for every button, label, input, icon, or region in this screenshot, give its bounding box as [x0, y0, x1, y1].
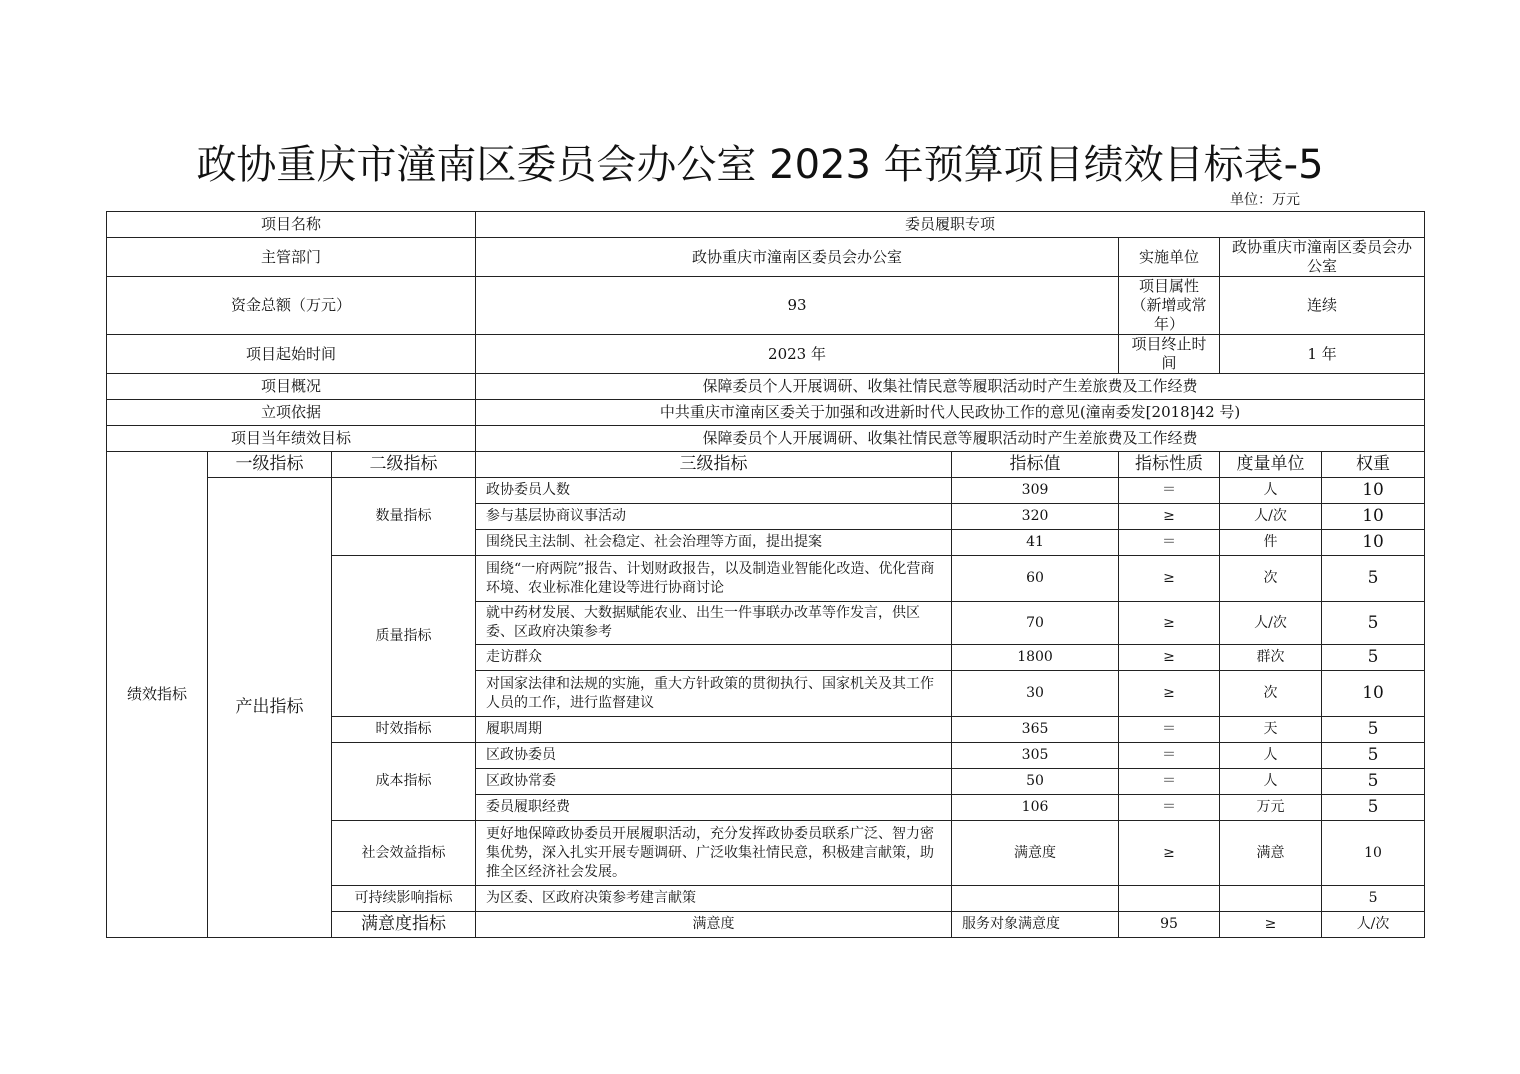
nature-cell: ≥ — [1119, 671, 1220, 717]
row-goal — [107, 426, 1425, 452]
level2-quantity: 数量指标 — [332, 478, 476, 556]
header-nature: 指标性质 — [1119, 452, 1220, 478]
value-cell: 305 — [952, 743, 1119, 769]
level3-cell: 更好地保障政协委员开展履职活动，充分发挥政协委员联系广泛、智力密集优势，深入扎实开展专题调研、广泛收集社情民意，积极建言献策，助推全区经济社会发展。 — [476, 821, 952, 886]
level3-cell: 为区委、区政府决策参考建言献策 — [476, 886, 952, 912]
header-level1: 一级指标 — [208, 452, 332, 478]
start-label: 项目起始时间 — [107, 335, 476, 374]
page-title: 政协重庆市潼南区委员会办公室 2023 年预算项目绩效目标表-5 — [196, 142, 1324, 188]
level3-cell: 围绕民主法制、社会稳定、社会治理等方面，提出提案 — [476, 530, 952, 556]
level3-cell: 走访群众 — [476, 645, 952, 671]
unit-cell: 人/次 — [1220, 602, 1322, 645]
project-name-label: 项目名称 — [107, 212, 476, 238]
level3-cell: 政协委员人数 — [476, 478, 952, 504]
unit-cell — [1220, 886, 1322, 912]
header-level2: 二级指标 — [332, 452, 476, 478]
value-cell: 60 — [952, 556, 1119, 602]
nature-cell — [1119, 886, 1220, 912]
goal-label: 项目当年绩效目标 — [107, 426, 476, 452]
fund-value: 93 — [476, 277, 1119, 335]
overview-label: 项目概况 — [107, 374, 476, 400]
attr-value: 连续 — [1220, 277, 1425, 335]
weight-cell: 10 — [1322, 671, 1425, 717]
level3-cell: 就中药材发展、大数据赋能农业、出生一件事联办改革等作发言，供区委、区政府决策参考 — [476, 602, 952, 645]
level2-social: 社会效益指标 — [332, 821, 476, 886]
level2-sustain: 可持续影响指标 — [332, 886, 476, 912]
fund-label: 资金总额（万元） — [107, 277, 476, 335]
level3-cell: 区政协常委 — [476, 769, 952, 795]
row-fund — [107, 277, 1425, 335]
weight-cell: 10 — [1322, 530, 1425, 556]
level3-cell: 委员履职经费 — [476, 795, 952, 821]
unit-cell: 件 — [1220, 530, 1322, 556]
dept-value: 政协重庆市潼南区委员会办公室 — [476, 238, 1119, 277]
basis-label: 立项依据 — [107, 400, 476, 426]
level1-output: 产出指标 — [208, 478, 332, 938]
value-cell: 309 — [952, 478, 1119, 504]
value-cell: 41 — [952, 530, 1119, 556]
level3-cell: 围绕“一府两院”报告、计划财政报告，以及制造业智能化改造、优化营商环境、农业标准化建设等进行协商讨论 — [476, 556, 952, 602]
row-project-name — [107, 212, 1425, 238]
value-cell: 满意度 — [952, 821, 1119, 886]
value-cell: 95 — [1119, 912, 1220, 938]
unit-cell: 满意 — [1220, 821, 1322, 886]
row-overview — [107, 374, 1425, 400]
weight-cell: 10 — [1322, 478, 1425, 504]
header-level3: 三级指标 — [476, 452, 952, 478]
value-cell: 30 — [952, 671, 1119, 717]
basis-value: 中共重庆市潼南区委关于加强和改进新时代人民政协工作的意见(潼南委发[2018]42 号) — [476, 400, 1425, 426]
end-value: 1 年 — [1220, 335, 1425, 374]
project-name-value: 委员履职专项 — [476, 212, 1425, 238]
level3-cell: 参与基层协商议事活动 — [476, 504, 952, 530]
unit-cell: 人 — [1220, 478, 1322, 504]
impl-value: 政协重庆市潼南区委员会办公室 — [1220, 238, 1425, 277]
unit-cell: 人 — [1220, 743, 1322, 769]
level3-cell: 对国家法律和法规的实施，重大方针政策的贯彻执行、国家机关及其工作人员的工作，进行监督建议 — [476, 671, 952, 717]
unit-cell: 人/次 — [1322, 912, 1425, 938]
row-department — [107, 238, 1425, 277]
unit-cell: 人 — [1220, 769, 1322, 795]
unit-cell: 万元 — [1220, 795, 1322, 821]
unit-cell: 次 — [1220, 556, 1322, 602]
nature-cell: ＝ — [1119, 743, 1220, 769]
goal-value: 保障委员个人开展调研、收集社情民意等履职活动时产生差旅费及工作经费 — [476, 426, 1425, 452]
impl-label: 实施单位 — [1119, 238, 1220, 277]
weight-cell: 10 — [1322, 821, 1425, 886]
nature-cell: ≥ — [1220, 912, 1322, 938]
weight-cell: 5 — [1322, 743, 1425, 769]
nature-cell: ＝ — [1119, 769, 1220, 795]
value-cell: 365 — [952, 717, 1119, 743]
header-value: 指标值 — [952, 452, 1119, 478]
nature-cell: ＝ — [1119, 717, 1220, 743]
level3-cell: 服务对象满意度 — [952, 912, 1119, 938]
start-value: 2023 年 — [476, 335, 1119, 374]
table-row — [107, 478, 1425, 504]
weight-cell: 5 — [1322, 645, 1425, 671]
weight-cell: 5 — [1322, 769, 1425, 795]
overview-value: 保障委员个人开展调研、收集社情民意等履职活动时产生差旅费及工作经费 — [476, 374, 1425, 400]
value-cell — [952, 886, 1119, 912]
dept-label: 主管部门 — [107, 238, 476, 277]
level3-cell: 区政协委员 — [476, 743, 952, 769]
nature-cell: ＝ — [1119, 478, 1220, 504]
level1-satisfaction: 满意度指标 — [332, 912, 476, 938]
level2-cost: 成本指标 — [332, 743, 476, 821]
level2-satisfaction: 满意度 — [476, 912, 952, 938]
row-headers — [107, 452, 1425, 478]
nature-cell: ≥ — [1119, 556, 1220, 602]
header-unit: 度量单位 — [1220, 452, 1322, 478]
unit-cell: 人/次 — [1220, 504, 1322, 530]
unit-cell: 群次 — [1220, 645, 1322, 671]
nature-cell: ≥ — [1119, 602, 1220, 645]
unit-cell: 天 — [1220, 717, 1322, 743]
value-cell: 70 — [952, 602, 1119, 645]
weight-cell: 10 — [1322, 504, 1425, 530]
weight-cell: 5 — [1322, 556, 1425, 602]
end-label: 项目终止时间 — [1119, 335, 1220, 374]
nature-cell: ＝ — [1119, 795, 1220, 821]
level2-timeliness: 时效指标 — [332, 717, 476, 743]
nature-cell: ≥ — [1119, 821, 1220, 886]
row-time — [107, 335, 1425, 374]
unit-cell: 次 — [1220, 671, 1322, 717]
nature-cell: ≥ — [1119, 504, 1220, 530]
perf-indicator-label: 绩效指标 — [107, 452, 208, 938]
nature-cell: ≥ — [1119, 645, 1220, 671]
weight-cell: 5 — [1322, 717, 1425, 743]
level3-cell: 履职周期 — [476, 717, 952, 743]
nature-cell: ＝ — [1119, 530, 1220, 556]
unit-label: 单位：万元 — [1230, 192, 1300, 208]
weight-cell: 5 — [1322, 795, 1425, 821]
weight-cell: 5 — [1322, 886, 1425, 912]
value-cell: 1800 — [952, 645, 1119, 671]
value-cell: 50 — [952, 769, 1119, 795]
weight-cell: 5 — [1322, 602, 1425, 645]
attr-label: 项目属性（新增或常年） — [1119, 277, 1220, 335]
row-basis — [107, 400, 1425, 426]
value-cell: 106 — [952, 795, 1119, 821]
level2-quality: 质量指标 — [332, 556, 476, 717]
value-cell: 320 — [952, 504, 1119, 530]
header-weight: 权重 — [1322, 452, 1425, 478]
performance-table — [106, 211, 1425, 938]
